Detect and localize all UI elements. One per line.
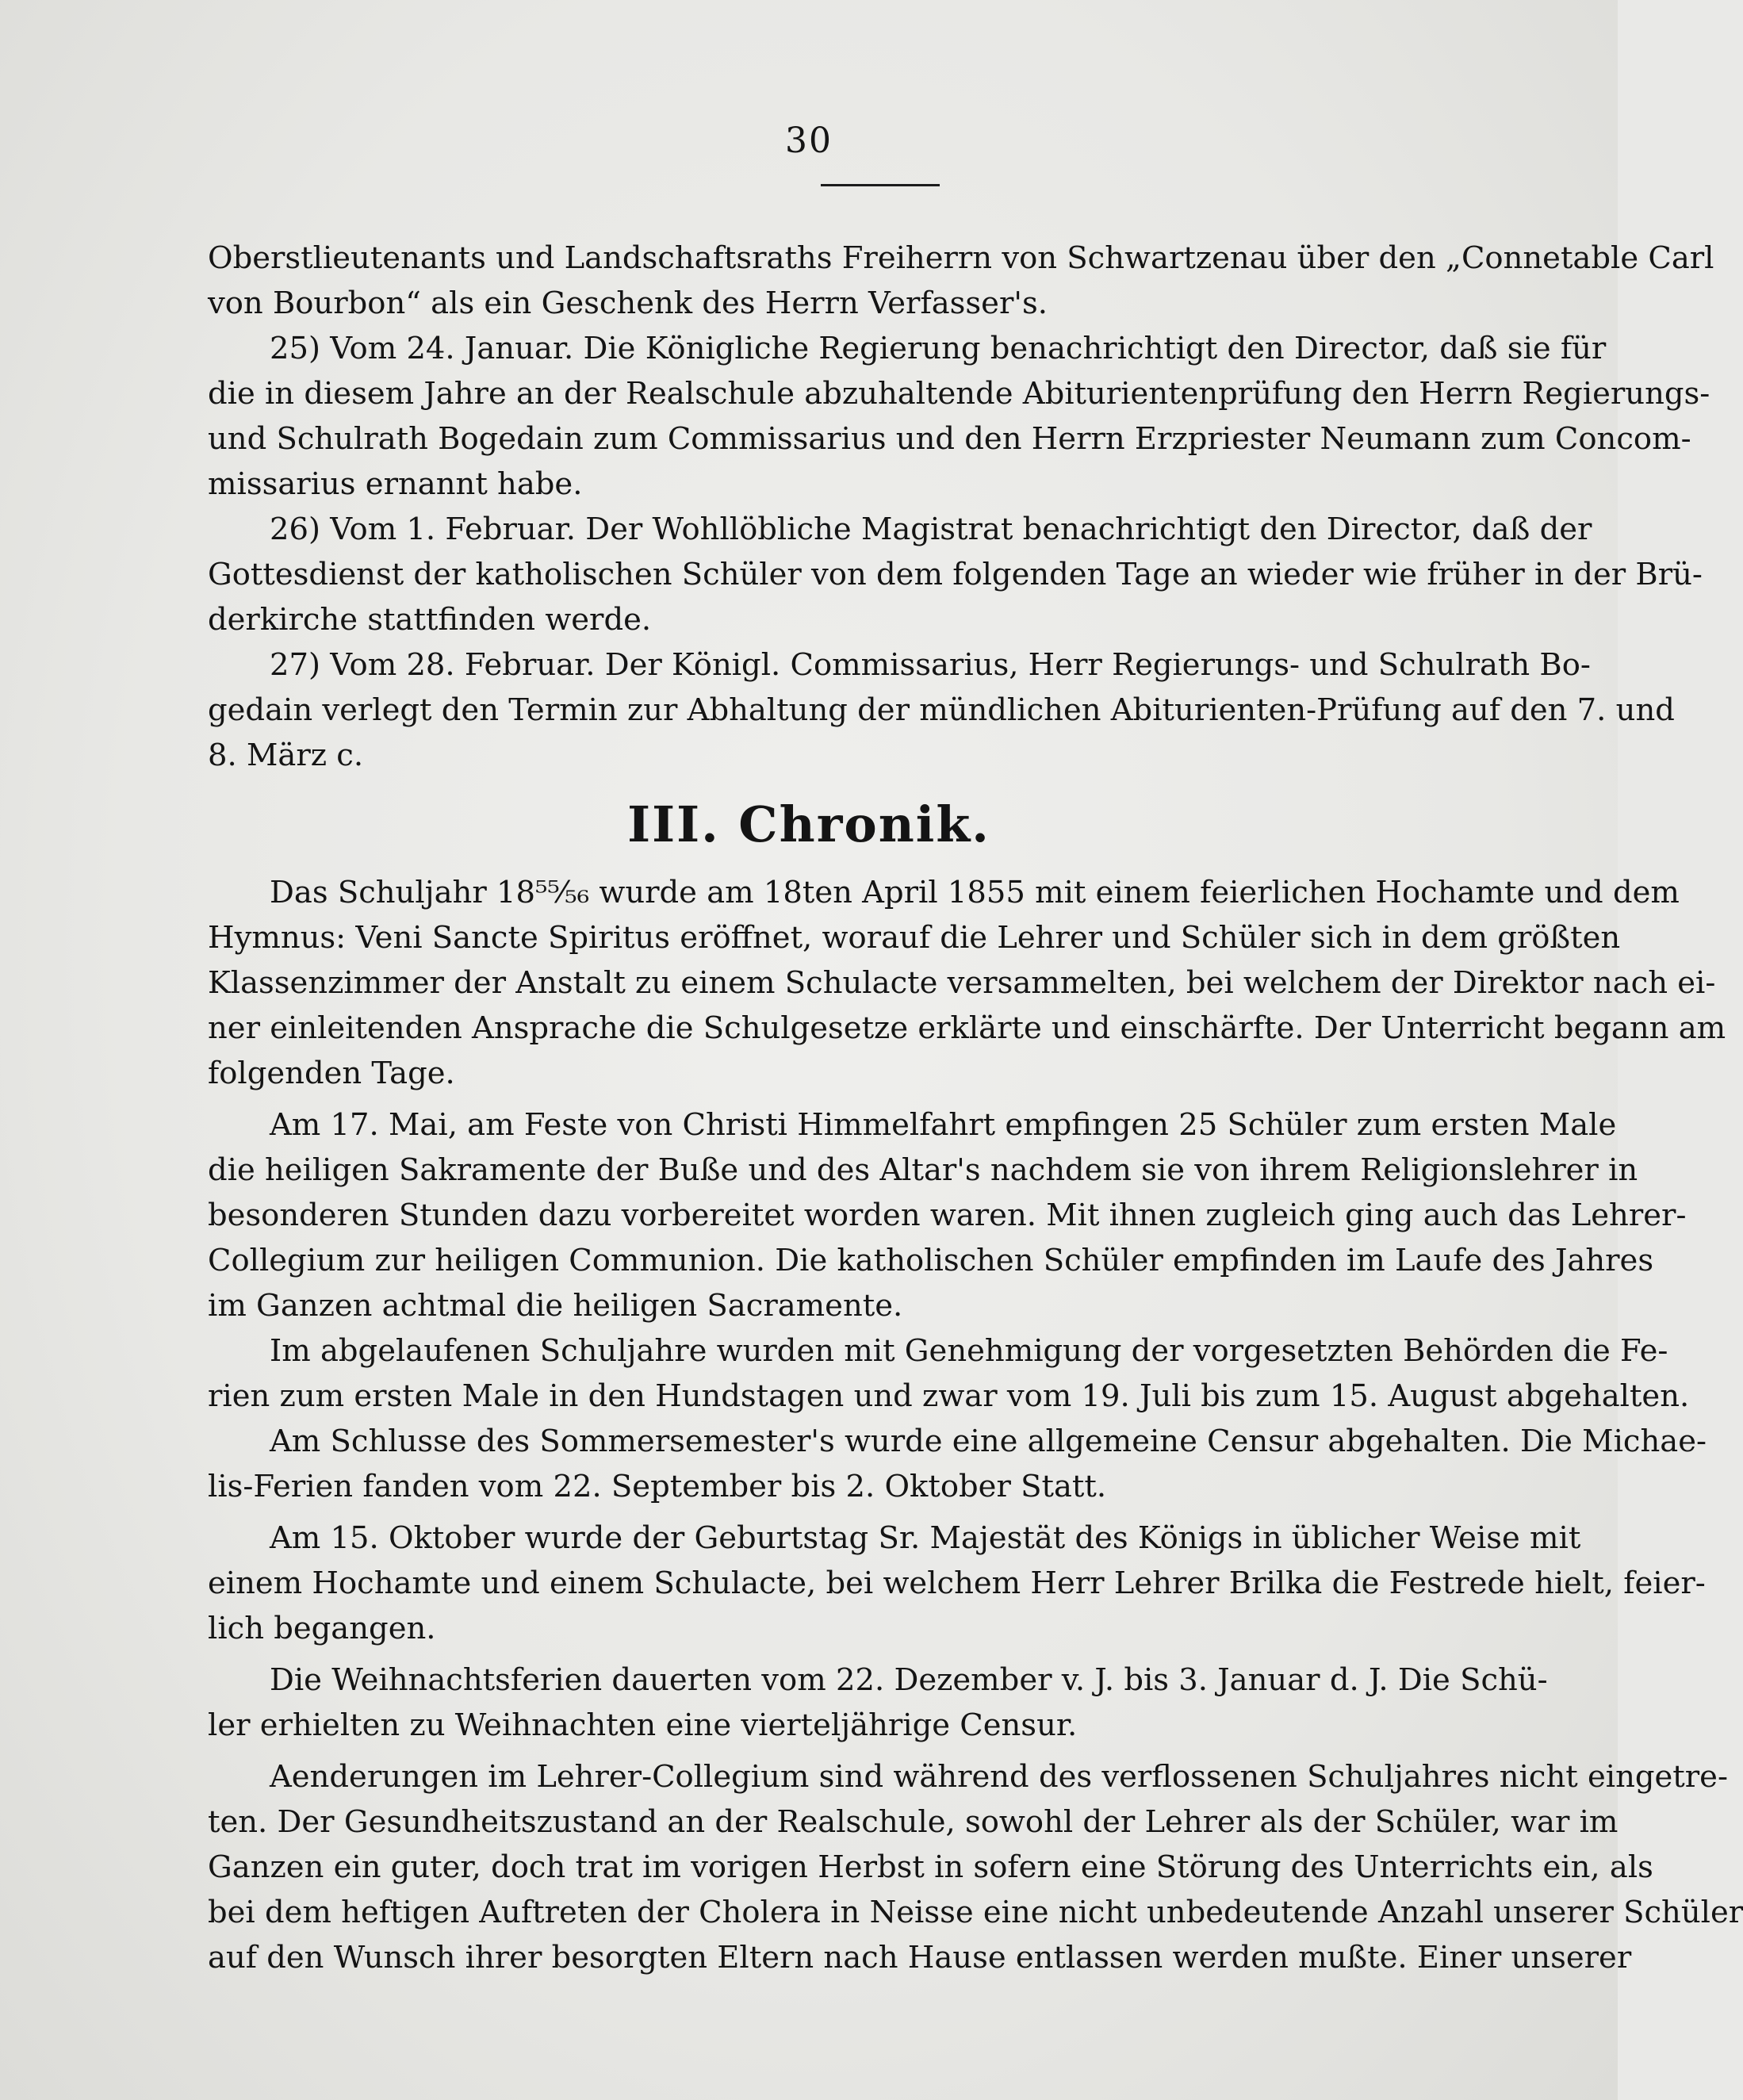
text-line: die in diesem Jahre an der Realschule abzuhaltende Abiturientenprüfung den Herrn Regierungs-	[208, 376, 1710, 412]
text-line: ten. Der Gesundheitszustand an der Realschule, sowohl der Lehrer als der Schüler, war im	[208, 1804, 1618, 1840]
text-line: im Ganzen achtmal die heiligen Sacramente.	[208, 1288, 903, 1324]
page-number-rule	[821, 184, 940, 186]
text-line: von Bourbon“ als ein Geschenk des Herrn Verfasser's.	[208, 285, 1048, 321]
text-line: ner einleitenden Ansprache die Schulgesetze erklärte und einschärfte. Der Unterricht begann am	[208, 1010, 1726, 1046]
text-line: folgenden Tage.	[208, 1056, 455, 1091]
text-line: bei dem heftigen Auftreten der Cholera in Neisse eine nicht unbedeutende Anzahl unserer Schüler	[208, 1895, 1743, 1930]
entries-section	[208, 236, 1714, 778]
text-line: die heiligen Sakramente der Buße und des Altar's nachdem sie von ihrem Religionslehrer in	[208, 1152, 1638, 1188]
text-line: derkirche stattfinden werde.	[208, 602, 652, 638]
text-line: 8. März c.	[208, 738, 364, 773]
text-line: Hymnus: Veni Sancte Spiritus eröffnet, worauf die Lehrer und Schüler sich in dem größten	[208, 920, 1621, 956]
text-line: und Schulrath Bogedain zum Commissarius und den Herrn Erzpriester Neumann zum Concom-	[208, 421, 1691, 457]
page-number: 30	[785, 121, 833, 161]
text-line: Am 15. Oktober wurde der Geburtstag Sr. Majestät des Königs in üblicher Weise mit	[270, 1520, 1581, 1556]
text-line: Collegium zur heiligen Communion. Die katholischen Schüler empfinden im Laufe des Jahres	[208, 1243, 1654, 1278]
text-line: Ganzen ein guter, doch trat im vorigen Herbst in sofern eine Störung des Unterrichts ein, als	[208, 1849, 1653, 1885]
text-line: rien zum ersten Male in den Hundstagen und zwar vom 19. Juli bis zum 15. August abgehalten.	[208, 1378, 1690, 1414]
text-line: lich begangen.	[208, 1611, 436, 1646]
text-line: einem Hochamte und einem Schulacte, bei welchem Herr Lehrer Brilka die Festrede hielt, feier-	[208, 1565, 1706, 1601]
text-line: Am Schlusse des Sommersemester's wurde eine allgemeine Censur abgehalten. Die Michae-	[270, 1424, 1707, 1459]
text-line: Das Schuljahr 18⁵⁵⁄₅₆ wurde am 18ten April 1855 mit einem feierlichen Hochamte und dem	[270, 875, 1680, 910]
text-line: ler erhielten zu Weihnachten eine vierteljährige Censur.	[208, 1707, 1078, 1743]
text-line: Im abgelaufenen Schuljahre wurden mit Genehmigung der vorgesetzten Behörden die Fe-	[270, 1333, 1668, 1369]
text-line: Am 17. Mai, am Feste von Christi Himmelfahrt empfingen 25 Schüler zum ersten Male	[270, 1107, 1617, 1143]
text-line: missarius ernannt habe.	[208, 466, 583, 502]
text-line: auf den Wunsch ihrer besorgten Eltern nach Hause entlassen werden mußte. Einer unserer	[208, 1940, 1632, 1975]
text-line: gedain verlegt den Termin zur Abhaltung der mündlichen Abiturienten-Prüfung auf den 7. und	[208, 692, 1675, 728]
text-line: Oberstlieutenants und Landschaftsraths Freiherrn von Schwartzenau über den „Connetable Carl	[208, 240, 1714, 276]
text-line: 26) Vom 1. Februar. Der Wohllöbliche Magistrat benachrichtigt den Director, daß der	[270, 512, 1592, 547]
text-line: besonderen Stunden dazu vorbereitet worden waren. Mit ihnen zugleich ging auch das Lehrer-	[208, 1198, 1687, 1233]
text-line: Die Weihnachtsferien dauerten vom 22. Dezember v. J. bis 3. Januar d. J. Die Schü-	[270, 1662, 1548, 1698]
text-line: Gottesdienst der katholischen Schüler von dem folgenden Tage an wieder wie früher in der Brü-	[208, 557, 1703, 592]
text-line: lis-Ferien fanden vom 22. September bis 2. Oktober Statt.	[208, 1469, 1107, 1504]
text-line: 27) Vom 28. Februar. Der Königl. Commissarius, Herr Regierungs- und Schulrath Bo-	[270, 647, 1591, 683]
chronik-section	[208, 870, 1743, 1980]
section-heading: III. Chronik.	[627, 795, 990, 853]
text-line: 25) Vom 24. Januar. Die Königliche Regierung benachrichtigt den Director, daß sie für	[270, 331, 1607, 366]
text-line: Klassenzimmer der Anstalt zu einem Schulacte versammelten, bei welchem der Direktor nach ei-	[208, 965, 1716, 1001]
text-line: Aenderungen im Lehrer-Collegium sind während des verflossenen Schuljahres nicht eingetre-	[270, 1759, 1728, 1795]
